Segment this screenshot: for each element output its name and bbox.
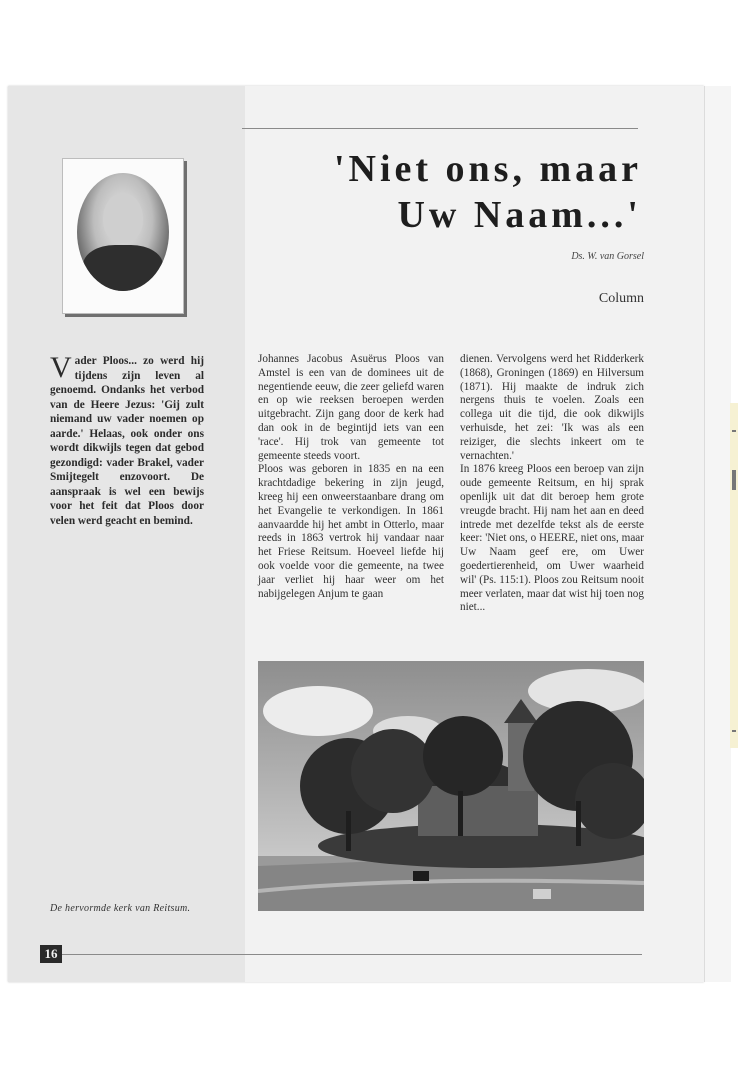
- drop-cap: V: [50, 351, 72, 384]
- body-paragraph: In 1876 kreeg Ploos een beroep van zijn oude gemeente Reitsum, en hij sprak openlijk uit dat dit beroep hem grote vreugde bracht. Hij nam het aan en deed intrede met dezelfde tekst als de eerste keer: 'Niet ons, o HEERE, niet ons, maar Uw Naam geef ere, om Uwer goedertierenheid, om Uwer waarheid wil' (Ps. 115:1). Ploos zou Reitsum nooit meer verlaten, maar dat wist hij toen nog niet...: [460, 463, 644, 614]
- page-number: 16: [40, 945, 62, 963]
- church-photo: [258, 661, 644, 911]
- insert-mark: [732, 730, 736, 732]
- body-column-2: [460, 353, 644, 615]
- intro-text: ader Ploos... zo werd hij tijdens zijn leven al genoemd. Ondanks het verbod van de Heere Jezus: 'Gij zult niemand uw vader noemen op aarde.' Helaas, ook onder ons wordt dikwijls tegen dat gebod gezondigd: vader Brakel, vader Smijtegelt enzovoort. De aanspraak is wel een bewijs voor het feit dat Ploos door velen werd geacht en bemind.: [50, 355, 204, 527]
- photo-caption: De hervormde kerk van Reitsum.: [50, 903, 191, 914]
- portrait-face: [103, 193, 143, 243]
- next-page-insert: [730, 403, 738, 748]
- title-line-1: 'Niet ons, maar: [333, 148, 642, 190]
- section-label: Column: [598, 291, 644, 306]
- article-title: [222, 146, 642, 238]
- bottom-rule: [62, 954, 642, 955]
- next-page-edge: [704, 86, 731, 982]
- top-rule: [242, 128, 638, 129]
- insert-mark: [732, 430, 736, 432]
- church-photo-image: [258, 661, 644, 911]
- insert-mark: [732, 470, 736, 490]
- portrait-oval: [77, 173, 169, 291]
- body-paragraph: Johannes Jacobus Asuërus Ploos van Amstel is een van de dominees uit de negentiende eeuw, die zeer geliefd waren en op wie reeksen beroepen werden uitgebracht. Zijn gang door de kerk had dan ook in de begintijd iets van een 'race'. Hij trok van gemeente tot gemeente steeds voort.: [258, 353, 444, 462]
- body-paragraph: Ploos was geboren in 1835 en na een krachtdadige bekering in zijn jeugd, kreeg hij een onweerstaanbare drang om het Evangelie te verkondigen. In 1861 aanvaardde hij het ambt in Otterlo, maar reeds in 1863 vertrok hij vandaar naar het Friese Reitsum. Hoeveel liefde hij ook voelde voor die gemeente, na twee jaar verliet hij haar weer om het nabijgelegen Anjum te gaan: [258, 463, 444, 600]
- body-column-1: [258, 353, 444, 601]
- author-byline: Ds. W. van Gorsel: [571, 251, 644, 262]
- body-paragraph: dienen. Vervolgens werd het Ridderkerk (1868), Groningen (1869) en Hilversum (1871). Hij maakte de indruk zich nergens thuis te voelen. Zoals een collega uit die tijd, die ook dikwijls verhuisde, het zei: 'Ik was als een reiziger, die slechts inkeert om te vernachten.': [460, 353, 644, 462]
- portrait-coat: [83, 245, 163, 291]
- portrait-photo: [62, 158, 184, 314]
- title-line-2: Uw Naam...': [397, 194, 642, 236]
- intro-paragraph: [50, 351, 204, 528]
